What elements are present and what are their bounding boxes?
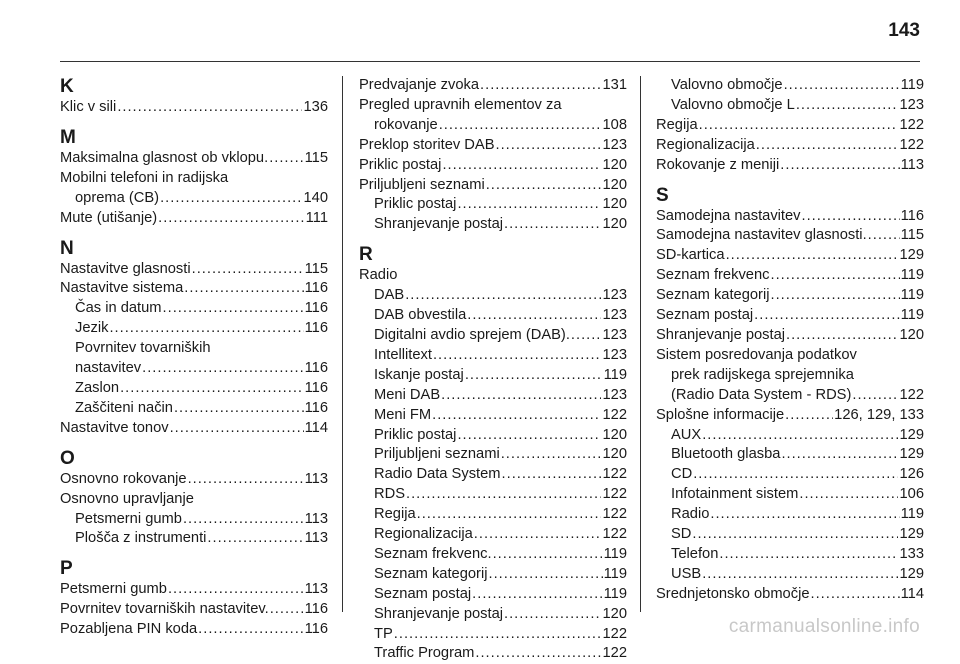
section-letter: P bbox=[60, 558, 73, 580]
index-entry: (Radio Data System - RDS) ..... 122 bbox=[656, 386, 924, 406]
index-subentry: Priklic postaj ..... 120 bbox=[359, 195, 627, 215]
index-entry: Nastavitve tonov ..... 114 bbox=[60, 419, 328, 439]
index-entry: Osnovno rokovanje ..... 113 bbox=[60, 470, 328, 490]
index-entry-head: Pregled upravnih elementov za bbox=[359, 96, 562, 113]
index-subentry: Priljubljeni seznami ..... 120 bbox=[359, 445, 627, 465]
index-entry: Rokovanje z meniji ..... 113 bbox=[656, 156, 924, 176]
index-subentry: Regionalizacija ..... 122 bbox=[359, 525, 627, 545]
index-entry: Splošne informacije ..... 126, 129, 133 bbox=[656, 406, 924, 426]
index-subentry: USB ..... 129 bbox=[656, 565, 924, 585]
index-entry-head: Radio bbox=[359, 267, 398, 284]
index-column-3 bbox=[656, 76, 924, 605]
index-entry: Pozabljena PIN koda ..... 116 bbox=[60, 620, 328, 640]
index-subentry: Bluetooth glasba ..... 129 bbox=[656, 445, 924, 465]
index-entry-head: Mobilni telefoni in radijska bbox=[60, 169, 229, 186]
index-entry: Regionalizacija ..... 122 bbox=[656, 136, 924, 156]
index-entry: Samodejna nastavitev glasnosti. ..... 115 bbox=[656, 226, 924, 246]
index-subentry: Valovno območje ..... 119 bbox=[656, 76, 924, 96]
index-entry: Nastavitve sistema ..... 116 bbox=[60, 279, 328, 299]
page-number: 143 bbox=[888, 20, 920, 41]
index-subentry: Jezik ..... 116 bbox=[60, 319, 328, 339]
index-subentry: Infotainment sistem ..... 106 bbox=[656, 485, 924, 505]
index-entry: Maksimalna glasnost ob vklopu. ..... 115 bbox=[60, 149, 328, 169]
index-subentry: Petsmerni gumb ..... 113 bbox=[60, 510, 328, 530]
index-entry: Mute (utišanje) ..... 111 bbox=[60, 209, 328, 229]
column-divider bbox=[640, 76, 641, 612]
section-letter: O bbox=[60, 447, 75, 469]
index-subentry: Meni DAB ..... 123 bbox=[359, 386, 627, 406]
index-entry: Samodejna nastavitev ..... 116 bbox=[656, 207, 924, 227]
index-subentry: Zaščiteni način ..... 116 bbox=[60, 399, 328, 419]
index-subentry: Intellitext ..... 123 bbox=[359, 346, 627, 366]
index-subentry: Čas in datum ..... 116 bbox=[60, 299, 328, 319]
index-entry: Seznam kategorij ..... 119 bbox=[656, 286, 924, 306]
index-subentry: Meni FM ..... 122 bbox=[359, 406, 627, 426]
index-subentry: Radio Data System ..... 122 bbox=[359, 465, 627, 485]
index-entry: rokovanje ..... 108 bbox=[359, 116, 627, 136]
index-entry: Klic v sili ..... 136 bbox=[60, 98, 328, 118]
index-subentry: Digitalni avdio sprejem (DAB). ..... 123 bbox=[359, 326, 627, 346]
index-entry-head: prek radijskega sprejemnika bbox=[671, 366, 854, 383]
index-entry: Povrnitev tovarniških nastavitev. ..... 116 bbox=[60, 600, 328, 620]
index-subentry-head: Povrnitev tovarniških bbox=[75, 340, 211, 357]
index-entry: Seznam postaj ..... 119 bbox=[656, 306, 924, 326]
index-entry: Srednjetonsko območje ..... 114 bbox=[656, 585, 924, 605]
index-entry-head: Osnovno upravljanje bbox=[60, 490, 194, 507]
index-subentry: nastavitev ..... 116 bbox=[60, 359, 328, 379]
index-entry: SD-kartica ..... 129 bbox=[656, 246, 924, 266]
index-subentry: CD ..... 126 bbox=[656, 465, 924, 485]
index-subentry: DAB ..... 123 bbox=[359, 286, 627, 306]
index-subentry: Seznam frekvenc. ..... 119 bbox=[359, 545, 627, 565]
index-subentry: Radio ..... 119 bbox=[656, 505, 924, 525]
index-entry: Predvajanje zvoka ..... 131 bbox=[359, 76, 627, 96]
index-subentry: Regija ..... 122 bbox=[359, 505, 627, 525]
index-entry: Seznam frekvenc ..... 119 bbox=[656, 266, 924, 286]
column-divider bbox=[342, 76, 343, 612]
index-subentry: Shranjevanje postaj ..... 120 bbox=[359, 215, 627, 235]
index-subentry: SD ..... 129 bbox=[656, 525, 924, 545]
index-subentry: Seznam postaj ..... 119 bbox=[359, 585, 627, 605]
index-subentry: Plošča z instrumenti ..... 113 bbox=[60, 529, 328, 549]
index-subentry: RDS ..... 122 bbox=[359, 485, 627, 505]
index-entry: Regija ..... 122 bbox=[656, 116, 924, 136]
index-subentry: Telefon ..... 133 bbox=[656, 545, 924, 565]
section-letter: N bbox=[60, 237, 74, 259]
index-subentry: Zaslon ..... 116 bbox=[60, 379, 328, 399]
header-rule bbox=[60, 61, 920, 62]
index-entry: Petsmerni gumb ..... 113 bbox=[60, 580, 328, 600]
index-entry: Priklic postaj ..... 120 bbox=[359, 156, 627, 176]
index-entry: Priljubljeni seznami ..... 120 bbox=[359, 176, 627, 196]
index-column-2 bbox=[359, 76, 627, 664]
index-subentry: Priklic postaj ..... 120 bbox=[359, 426, 627, 446]
section-letter: S bbox=[656, 184, 669, 206]
index-column-1 bbox=[60, 76, 328, 640]
index-entry: Nastavitve glasnosti ..... 115 bbox=[60, 260, 328, 280]
index-entry: oprema (CB) ..... 140 bbox=[60, 189, 328, 209]
section-letter: R bbox=[359, 244, 373, 266]
index-subentry: Traffic Program ..... 122 bbox=[359, 644, 627, 664]
section-letter: K bbox=[60, 76, 74, 97]
index-subentry: Shranjevanje postaj ..... 120 bbox=[359, 605, 627, 625]
section-letter: M bbox=[60, 126, 76, 148]
index-subentry: TP ..... 122 bbox=[359, 625, 627, 645]
index-subentry: Seznam kategorij ..... 119 bbox=[359, 565, 627, 585]
index-subentry: Iskanje postaj ..... 119 bbox=[359, 366, 627, 386]
index-subentry: Valovno območje L ..... 123 bbox=[656, 96, 924, 116]
index-entry-head: Sistem posredovanja podatkov bbox=[656, 346, 857, 363]
index-entry: Preklop storitev DAB ..... 123 bbox=[359, 136, 627, 156]
watermark: carmanualsonline.info bbox=[728, 616, 920, 637]
index-entry: Shranjevanje postaj ..... 120 bbox=[656, 326, 924, 346]
index-subentry: AUX ..... 129 bbox=[656, 426, 924, 446]
index-subentry: DAB obvestila ..... 123 bbox=[359, 306, 627, 326]
